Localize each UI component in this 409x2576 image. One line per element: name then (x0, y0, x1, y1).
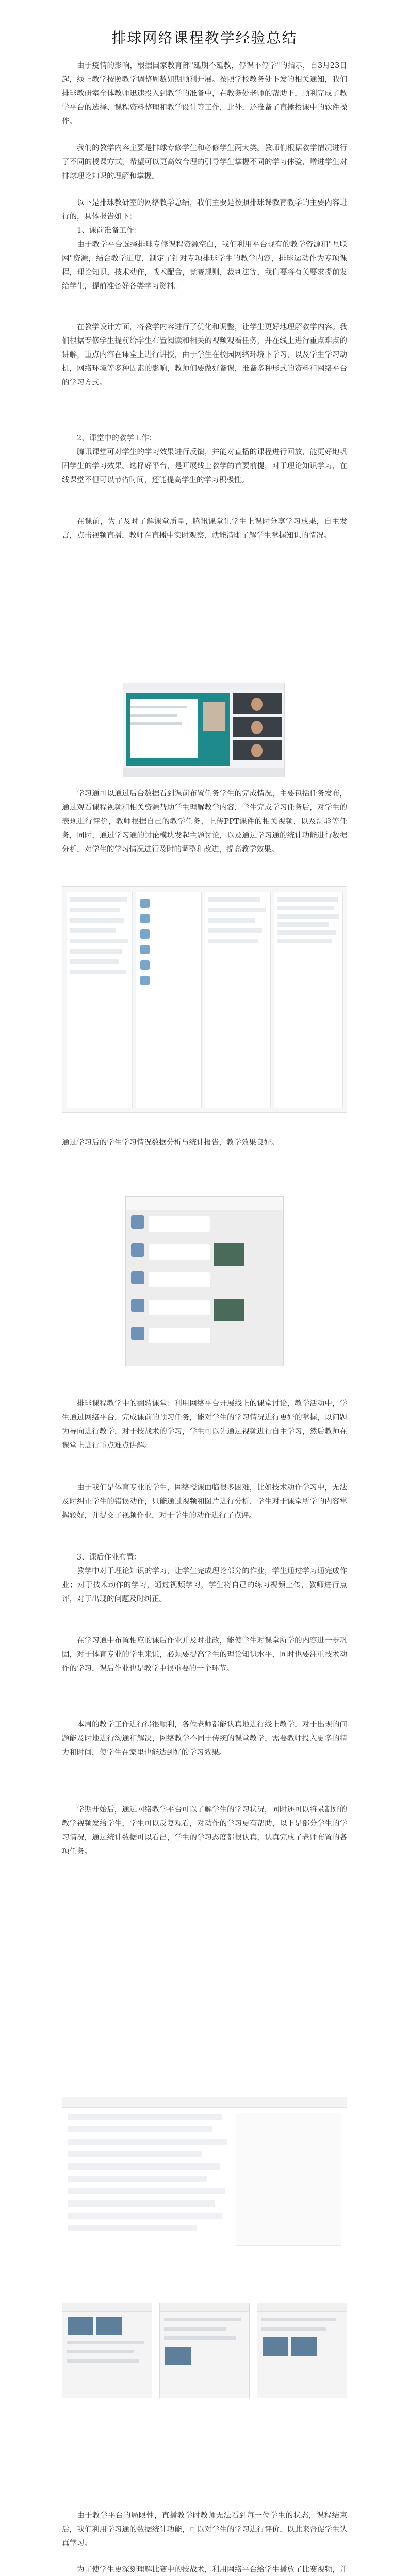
paragraph-xuexitong: 学习通可以通过后台数据看到课前布置任务学生的完成情况，主要包括任务发布，通过观看课程视频和相关资源帮助学生理解教学内容，学生完成学习任务后，对学生的表现进行评价，教师根据自己的教学任务，上传PPT课件的相关视频，以及测验等任务，同时，通过学习通的讨论模块发起主题讨论，以及通过学习通的统计功能进行数据分析，对学生的学习情况进行及时的调整和改进，提高教学效果。 (62, 790, 347, 854)
paragraph-homework: 教学中对于理论知识的学习，让学生完成理论部分的作业，学生通过学习通完成作业；对于技术动作的学习，通过视频学习，学生将自己的练习视频上传，教师进行点评，对于出现的问题及时纠正。 (62, 1567, 347, 1603)
chat-message (131, 1299, 278, 1323)
section-heading-classroom: 2、课堂中的教学工作： (77, 434, 157, 443)
paragraph-teaching-content: 我们的教学内容主要是排球专修学生和必修学生两大类。教师们根据教学情况进行了不同的授课方式，希望可以更高效合理的引导学生掌握不同的学习体验，增进学生对排球理论知识的理解和掌握。 (62, 144, 347, 180)
window-titlebar (123, 683, 284, 690)
participant-video (233, 717, 282, 737)
document-title: 排球网络课程教学经验总结 (111, 29, 298, 46)
avatar (140, 945, 150, 954)
paragraph-consolidation: 在学习通中布置相应的课后作业并及时批改，能使学生对课堂所学的内容进一步巩固，对于体育专业的学生来说，必须要提高学生的理论知识水平，同时也要注重技术动作的学习，课后作业也是教学中很重要的一个环节。 (62, 1637, 347, 1673)
course-side-panel (236, 2113, 341, 2246)
avatar (140, 976, 150, 985)
course-header (62, 2097, 347, 2108)
avatar (140, 960, 150, 970)
section-heading-preparation: 1、课前准备工作： (77, 227, 142, 235)
section-heading-homework: 3、课后作业布置： (77, 1553, 142, 1562)
avatar (140, 914, 150, 923)
phone-screen (159, 2303, 250, 2398)
chat-message (131, 1327, 278, 1350)
paragraph-tencent-classroom: 腾讯课堂可对学生的学习效果进行反馈，并能对直播的课程进行回放，能更好地巩固学生的学习效果。选择好平台，是开展线上教学的首要前提，对于理论知识学习，在线课堂不但可以节省时间，还能提高学生的学习积极性。 (62, 448, 347, 484)
avatar (140, 929, 150, 939)
participant-videos (233, 693, 282, 766)
paragraph-flipped-classroom: 排球课程教学中的翻转课堂：利用网络平台开展线上的课堂讨论，教学活动中，学生通过网络平台，完成课前的预习任务，能对学生的学习情况进行更好的掌握，以问题为导向进行教学，对于技战术的学习，学生可以先通过视频进行自主学习，然后教师在课堂上进行重点难点讲解。 (62, 1400, 347, 1450)
participant-video (233, 693, 282, 714)
student-list-screenshot (62, 886, 347, 1113)
chat-header (126, 1197, 283, 1210)
chat-message (131, 1243, 278, 1267)
paragraph-data-summary: 通过学习后的学生学习情况数据分析与统计报告，教学效果良好。 (62, 1139, 279, 1147)
avatar (140, 899, 150, 908)
phone-screens-screenshot (62, 2303, 347, 2398)
participant-video (233, 740, 282, 760)
chat-message (131, 1215, 278, 1239)
presenter-photo (203, 702, 225, 731)
chat-screenshot (125, 1196, 284, 1366)
phone-screen (62, 2303, 152, 2398)
paragraph-resources: 由于教学平台选择排球专修课程资源空白，我们利用平台现有的教学资源和"互联网"资源，结合教学进度，制定了针对专项排球学生的教学内容，排球运动作为专项课程，理论知识，技术动作，战术配合，竞赛规则，裁判法等，我们要将有关要求提前发给学生，提前准备好各类学习资料。 (62, 241, 347, 291)
video-conference-screenshot (123, 683, 285, 777)
paragraph-match-video: 为了使学生更深刻理解比赛中的技战术，利用网络平台给学生播放了比赛视频，并 (77, 2566, 347, 2574)
paragraph-intro: 由于疫情的影响，根据国家教育部"延期不延教，停课不停学"的指示，自3月23日起，线上教学按照教学调整周数如期顺利开展。按照学校教务处下发的相关通知，我们排球教研室全体教师迅速投入到教学的准备中，在教务处老师的帮助下，顺利完成了教学平台的选择、课程资料整理和教学设计等工作，此外，还准备了直播授课中的软件操作。 (62, 62, 347, 126)
chat-message (131, 1271, 278, 1295)
paragraph-summary-lead: 以下是排球教研室的网络教学总结，我们主要是按照排球课教育教学的主要内容进行的，具体报告如下： (62, 199, 347, 221)
tablet-course-screenshot (62, 2097, 347, 2251)
shared-slide (126, 693, 230, 766)
paragraph-live-feedback: 在课前，为了及时了解课堂质量，腾讯课堂让学生上课时分享学习成果，自主发言，点击视频直播，教师在直播中实时观察，就能清晰了解学生掌握知识的情况。 (62, 518, 347, 540)
meeting-controls (123, 768, 284, 777)
phone-screen (257, 2303, 347, 2398)
paragraph-motion-feedback: 由于我们是体育专业的学生，网络授课面临很多困难，比如技术动作学习中，无法及时纠正学生的错误动作，只能通过视频和图片进行分析，学生对于课堂所学的内容掌握较好，并提交了视频作业，对于学生的动作进行了点评。 (62, 1484, 347, 1520)
paragraph-platform-limits: 由于教学平台的局限性，直播教学时教师无法看到每一位学生的状态，课程结束后，我们利用学习通的数据统计功能，可以对学生的学习进行评价，以此来督促学生认真学习。 (62, 2512, 347, 2548)
paragraph-semester-progress: 学期开始后，通过网络教学平台可以了解学生的学习状况，同时还可以将录制好的教学视频发给学生，学生可以反复观看，对动作的学习更有帮助，以下是部分学生的学习情况，通过统计数据可以看出，学生的学习态度都很认真，认真完成了老师布置的各项任务。 (62, 1806, 347, 1856)
paragraph-weekly-review: 本周的教学工作进行得很顺利，各位老师都能认真地进行线上教学，对于出现的问题能及时地进行沟通和解决，网络教学不同于传统的课堂教学，需要教师投入更多的精力和时间，使学生在家里也能达到好的学习效果。 (62, 1721, 347, 1757)
paragraph-design: 在教学设计方面，将教学内容进行了优化和调整，让学生更好地理解教学内容。我们根据专修学生提前给学生布置阅读和相关的视频观看任务，并在线上进行重点难点的讲解，重点内容在课堂上进行讲授，由于学生在校园网络环境下学习，以及学生学习动机，网络环境等多种因素的影响，教师们要做好备课，准备多种形式的资料和网络平台的学习方式。 (62, 323, 347, 387)
